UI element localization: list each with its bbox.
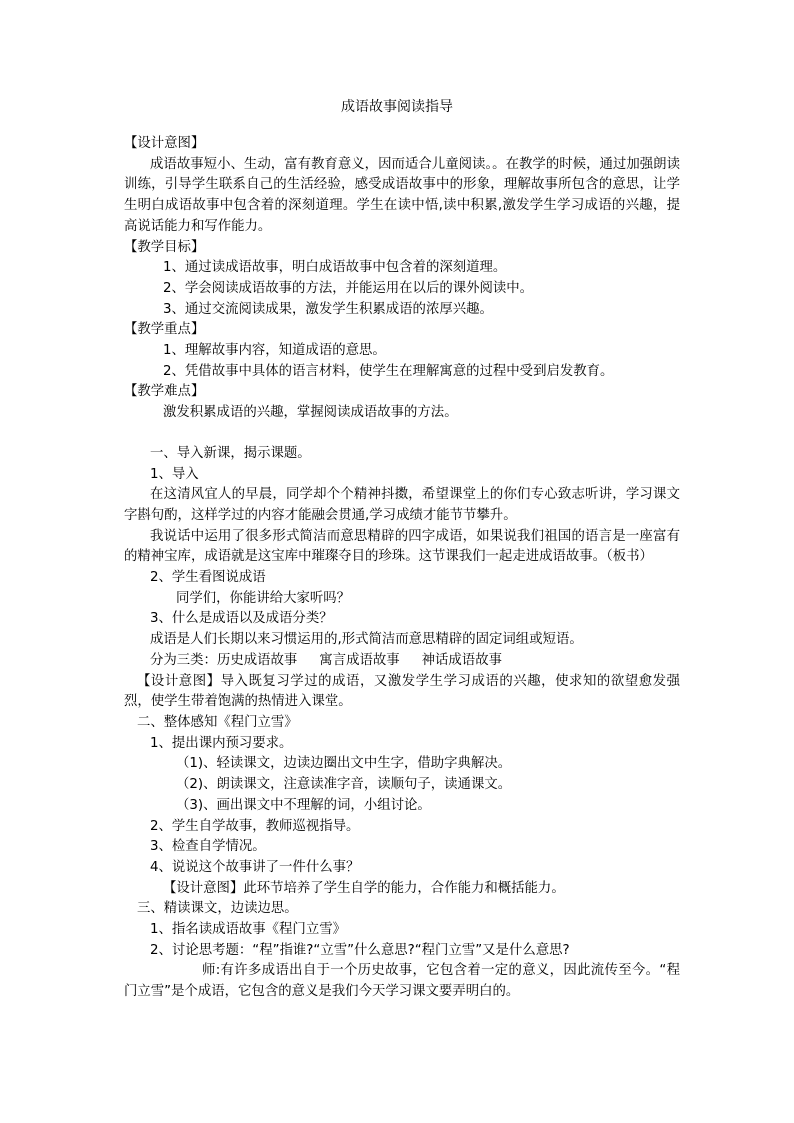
intent-text: 此环节培养了学生自学的能力，合作能力和概括能力。 [243,880,565,896]
part1-intro-paragraph: 在这清风宜人的早晨，同学却个个精神抖擞，希望课堂上的你们专心致志听讲，学习课文字斟句酌，这样学过的内容才能融会贯通,学习成绩才能节节攀升。 [124,487,680,523]
goal-item: 2、学会阅读成语故事的方法，并能运用在以后的课外阅读中。 [163,280,534,296]
part1-idiom-paragraph: 我说话中运用了很多形式简洁而意思精辟的四字成语，如果说我们祖国的语言是一座富有的精神宝库，成语就是这宝库中璀璨夺目的珍珠。这节课我们一起走进成语故事。（板书） [124,528,680,565]
goal-item: 3、通过交流阅读成果，激发学生积累成语的浓厚兴趣。 [163,301,493,317]
class-label: 分为三类：历史成语故事 [150,652,298,668]
part2-step1: 1、提出课内预习要求。 [150,735,293,751]
part1-step3-definition: 成语是人们长期以来习惯运用的,形式简洁而意思精辟的固定词组或短语。 [150,632,583,648]
design-intent-paragraph: 成语故事短小、生动，富有教育意义，因而适合儿童阅读。。在教学的时候，通过加强朗读训练，引导学生联系自己的生活经验，感受成语故事中的形象，理解故事所包含的意思，让学生明白成语故事中包含着的深刻道理。学生在读中悟,读中积累,激发学生学习成语的兴趣，提高说话能力和写作能力。 [124,156,680,234]
difficulty-text: 激发积累成语的兴趣，掌握阅读成语故事的方法。 [163,405,458,421]
part1-design-intent [124,672,680,713]
key-point-item: 1、理解故事内容，知道成语的意思。 [163,343,386,359]
intent-heading: 【设计意图】 [163,880,244,896]
idiom-classification [124,651,680,672]
part1-step2: 2、学生看图说成语 [150,570,266,586]
part2-step2: 2、学生自学故事，教师巡视指导。 [150,818,360,834]
teacher-remark: 师:有许多成语出自于一个历史故事，它包含着一定的意义，因此流传至今。“程门立雪”是个成语，它包含的意义是我们今天学习课文要弄明白的。 [124,963,680,1000]
page-title: 成语故事阅读指导 [341,99,453,115]
intent-text: 导入既复习学过的成语，又激发学生学习成语的兴趣，使求知的欲望愈发强烈，使学生带着饱满的热情进入课堂。 [124,673,680,710]
goals-heading: 【教学目标】 [124,239,205,255]
part1-step2-text: 同学们，你能讲给大家听吗？ [176,590,351,606]
part3-step1: 1、指名读成语故事《程门立雪》 [150,922,346,938]
part2-sub-item: （2)、朗读课文，注意读准字音，读顺句子，读通课文。 [176,777,512,793]
part3-heading: 三、精读课文，边读边思。 [137,901,298,917]
design-intent-heading: 【设计意图】 [124,136,205,151]
part2-sub-item: （3)、画出课文中不理解的词，小组讨论。 [176,797,431,813]
part2-design-intent [124,879,680,900]
part1-step1: 1、导入 [150,466,199,482]
class-myth: 神话成语故事 [421,652,502,668]
key-points-heading: 【教学重点】 [124,322,205,338]
part2-step3: 3、检查自学情况。 [150,839,266,855]
part1-heading: 一、导入新课，揭示课题。 [150,445,311,461]
intent-heading: 【设计意图】 [137,673,221,689]
part2-sub-item: （1)、轻读课文，边读边圈出文中生字，借助字典解决。 [176,756,512,772]
part2-heading: 二、整体感知《程门立雪》 [137,714,298,730]
spacer [124,424,680,444]
key-point-item: 2、凭借故事中具体的语言材料，使学生在理解寓意的过程中受到启发教育。 [163,363,614,379]
part3-step2: 2、讨论思考题：“程”指谁?“立雪”什么意思?“程门立雪”又是什么意思? [150,942,570,958]
part2-step4: 4、说说这个故事讲了一件什么事？ [150,859,360,875]
part1-step3: 3、什么是成语以及成语分类？ [150,611,333,627]
goal-item: 1、通过读成语故事，明白成语故事中包含着的深刻道理。 [163,260,507,276]
difficulty-heading: 【教学难点】 [124,384,205,400]
document-body [124,134,680,1003]
class-fable: 寓言成语故事 [319,652,400,668]
